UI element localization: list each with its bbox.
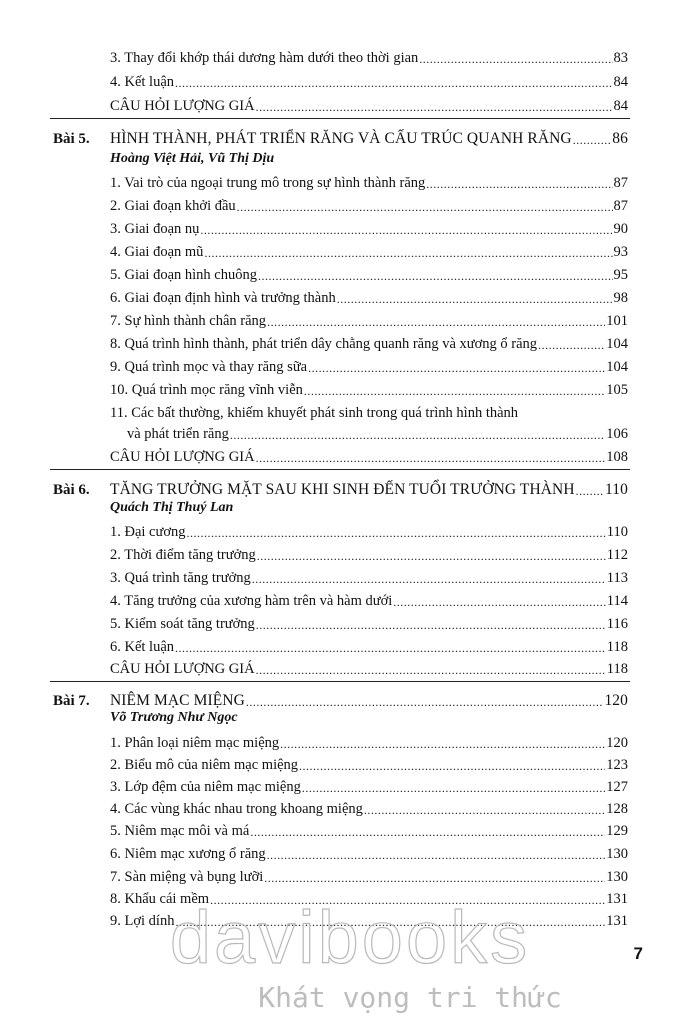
leader-dots bbox=[264, 870, 605, 886]
leader-dots bbox=[256, 99, 613, 115]
lesson-author: Quách Thị Thuý Lan bbox=[110, 500, 234, 515]
toc-entry[interactable]: 10. Quá trình mọc răng vĩnh viễn ..... 105 bbox=[110, 377, 628, 399]
toc-entry[interactable]: 7. Sàn miệng và bụng lưỡi ..... 130 bbox=[110, 864, 628, 886]
toc-entry[interactable]: 2. Thời điểm tăng trưởng ..... 112 bbox=[110, 542, 628, 564]
leader-dots bbox=[252, 571, 606, 587]
toc-entry[interactable]: 3. Lớp đệm của niêm mạc miệng ..... 127 bbox=[110, 774, 628, 796]
lesson-number: Bài 7. bbox=[53, 693, 90, 709]
section-divider bbox=[50, 118, 630, 119]
leader-dots bbox=[187, 525, 606, 541]
toc-entry[interactable]: 8. Khẩu cái mềm ..... 131 bbox=[110, 886, 628, 908]
leader-dots bbox=[256, 450, 606, 466]
toc-entry[interactable]: 2. Biểu mô của niêm mạc miệng ..... 123 bbox=[110, 752, 628, 774]
leader-dots bbox=[250, 824, 605, 840]
toc-entry[interactable]: CÂU HỎI LƯỢNG GIÁ ..... 108 bbox=[110, 444, 628, 466]
toc-entry[interactable]: 6. Giai đoạn định hình và trưởng thành ..... 98 bbox=[110, 285, 628, 307]
leader-dots bbox=[576, 483, 604, 499]
toc-entry[interactable]: 5. Niêm mạc môi và má ..... 129 bbox=[110, 818, 628, 840]
section-divider bbox=[50, 681, 630, 682]
lesson-author: Võ Trương Như Ngọc bbox=[110, 710, 238, 725]
leader-dots bbox=[175, 75, 612, 91]
leader-dots bbox=[267, 314, 605, 330]
lesson-author: Hoàng Việt Hải, Vũ Thị Dịu bbox=[110, 151, 275, 166]
toc-entry-line1[interactable]: 11. Các bất thường, khiếm khuyết phát sinh trong quá trình hình thành bbox=[110, 405, 519, 421]
page-number: 7 bbox=[633, 944, 643, 963]
toc-entry[interactable]: 6. Kết luận ..... 118 bbox=[110, 634, 628, 656]
toc-entry[interactable]: 2. Giai đoạn khởi đầu ..... 87 bbox=[110, 193, 628, 215]
toc-entry[interactable]: 1. Đại cương ..... 110 bbox=[110, 519, 628, 541]
leader-dots bbox=[256, 662, 606, 678]
toc-entry[interactable]: CÂU HỎI LƯỢNG GIÁ ..... 118 bbox=[110, 656, 628, 678]
leader-dots bbox=[304, 383, 605, 399]
leader-dots bbox=[258, 268, 613, 284]
toc-entry[interactable]: 4. Các vùng khác nhau trong khoang miệng ..... 128 bbox=[110, 796, 628, 818]
toc-entry[interactable]: 9. Lợi dính ..... 131 bbox=[110, 908, 628, 930]
lesson-number: Bài 5. bbox=[53, 131, 90, 147]
leader-dots bbox=[426, 176, 612, 192]
leader-dots bbox=[204, 245, 612, 261]
toc-entry[interactable]: 7. Sự hình thành chân răng ..... 101 bbox=[110, 308, 628, 330]
toc-entry[interactable]: 5. Kiểm soát tăng trưởng ..... 116 bbox=[110, 611, 628, 633]
leader-dots bbox=[364, 802, 605, 818]
toc-entry[interactable]: 3. Giai đoạn nụ ..... 90 bbox=[110, 216, 628, 238]
leader-dots bbox=[299, 758, 605, 774]
toc-entry[interactable]: 6. Niêm mạc xương ổ răng ..... 130 bbox=[110, 841, 628, 863]
lesson-title-entry[interactable]: HÌNH THÀNH, PHÁT TRIỂN RĂNG VÀ CẤU TRÚC QUANH RĂNG ..... 86 bbox=[110, 126, 628, 148]
watermark-brand: davibooks bbox=[169, 896, 531, 979]
leader-dots bbox=[337, 291, 613, 307]
leader-dots bbox=[280, 736, 605, 752]
toc-entry[interactable]: 5. Giai đoạn hình chuông ..... 95 bbox=[110, 262, 628, 284]
toc-entry[interactable]: 9. Quá trình mọc và thay răng sữa ..... 104 bbox=[110, 354, 628, 376]
leader-dots bbox=[393, 594, 606, 610]
leader-dots bbox=[267, 847, 606, 863]
section-divider bbox=[50, 469, 630, 470]
toc-entry[interactable]: 3. Quá trình tăng trưởng ..... 113 bbox=[110, 565, 628, 587]
watermark-slogan: Khát vọng tri thức bbox=[258, 981, 562, 1014]
toc-entry[interactable]: và phát triển răng ..... 106 bbox=[127, 421, 628, 443]
lesson-title-entry[interactable]: NIÊM MẠC MIỆNG ..... 120 bbox=[110, 688, 628, 710]
leader-dots bbox=[175, 640, 606, 656]
lesson-number: Bài 6. bbox=[53, 482, 90, 498]
leader-dots bbox=[573, 132, 612, 148]
leader-dots bbox=[200, 222, 612, 238]
toc-entry[interactable]: 4. Giai đoạn mũ ..... 93 bbox=[110, 239, 628, 261]
toc-entry[interactable]: 8. Quá trình hình thành, phát triển dây chằng quanh răng và xương ổ răng ..... 104 bbox=[110, 331, 628, 353]
toc-entry[interactable]: CÂU HỎI LƯỢNG GIÁ ..... 84 bbox=[110, 93, 628, 115]
leader-dots bbox=[419, 51, 612, 67]
leader-dots bbox=[302, 780, 605, 796]
toc-entry[interactable]: 4. Tăng trưởng của xương hàm trên và hàm dưới ..... 114 bbox=[110, 588, 628, 610]
leader-dots bbox=[256, 617, 606, 633]
leader-dots bbox=[246, 694, 604, 710]
leader-dots bbox=[308, 360, 605, 376]
leader-dots bbox=[237, 199, 613, 215]
leader-dots bbox=[257, 548, 606, 564]
toc-entry[interactable]: 1. Vai trò của ngoại trung mô trong sự hình thành răng ..... 87 bbox=[110, 170, 628, 192]
toc-entry[interactable]: 4. Kết luận ..... 84 bbox=[110, 69, 628, 91]
lesson-title-entry[interactable]: TĂNG TRƯỞNG MẶT SAU KHI SINH ĐẾN TUỔI TRƯỞNG THÀNH ..... 110 bbox=[110, 477, 628, 499]
leader-dots bbox=[230, 427, 605, 443]
toc-entry[interactable]: 1. Phân loại niêm mạc miệng ..... 120 bbox=[110, 730, 628, 752]
toc-entry[interactable]: 3. Thay đổi khớp thái dương hàm dưới theo thời gian ..... 83 bbox=[110, 45, 628, 67]
leader-dots bbox=[538, 337, 605, 353]
